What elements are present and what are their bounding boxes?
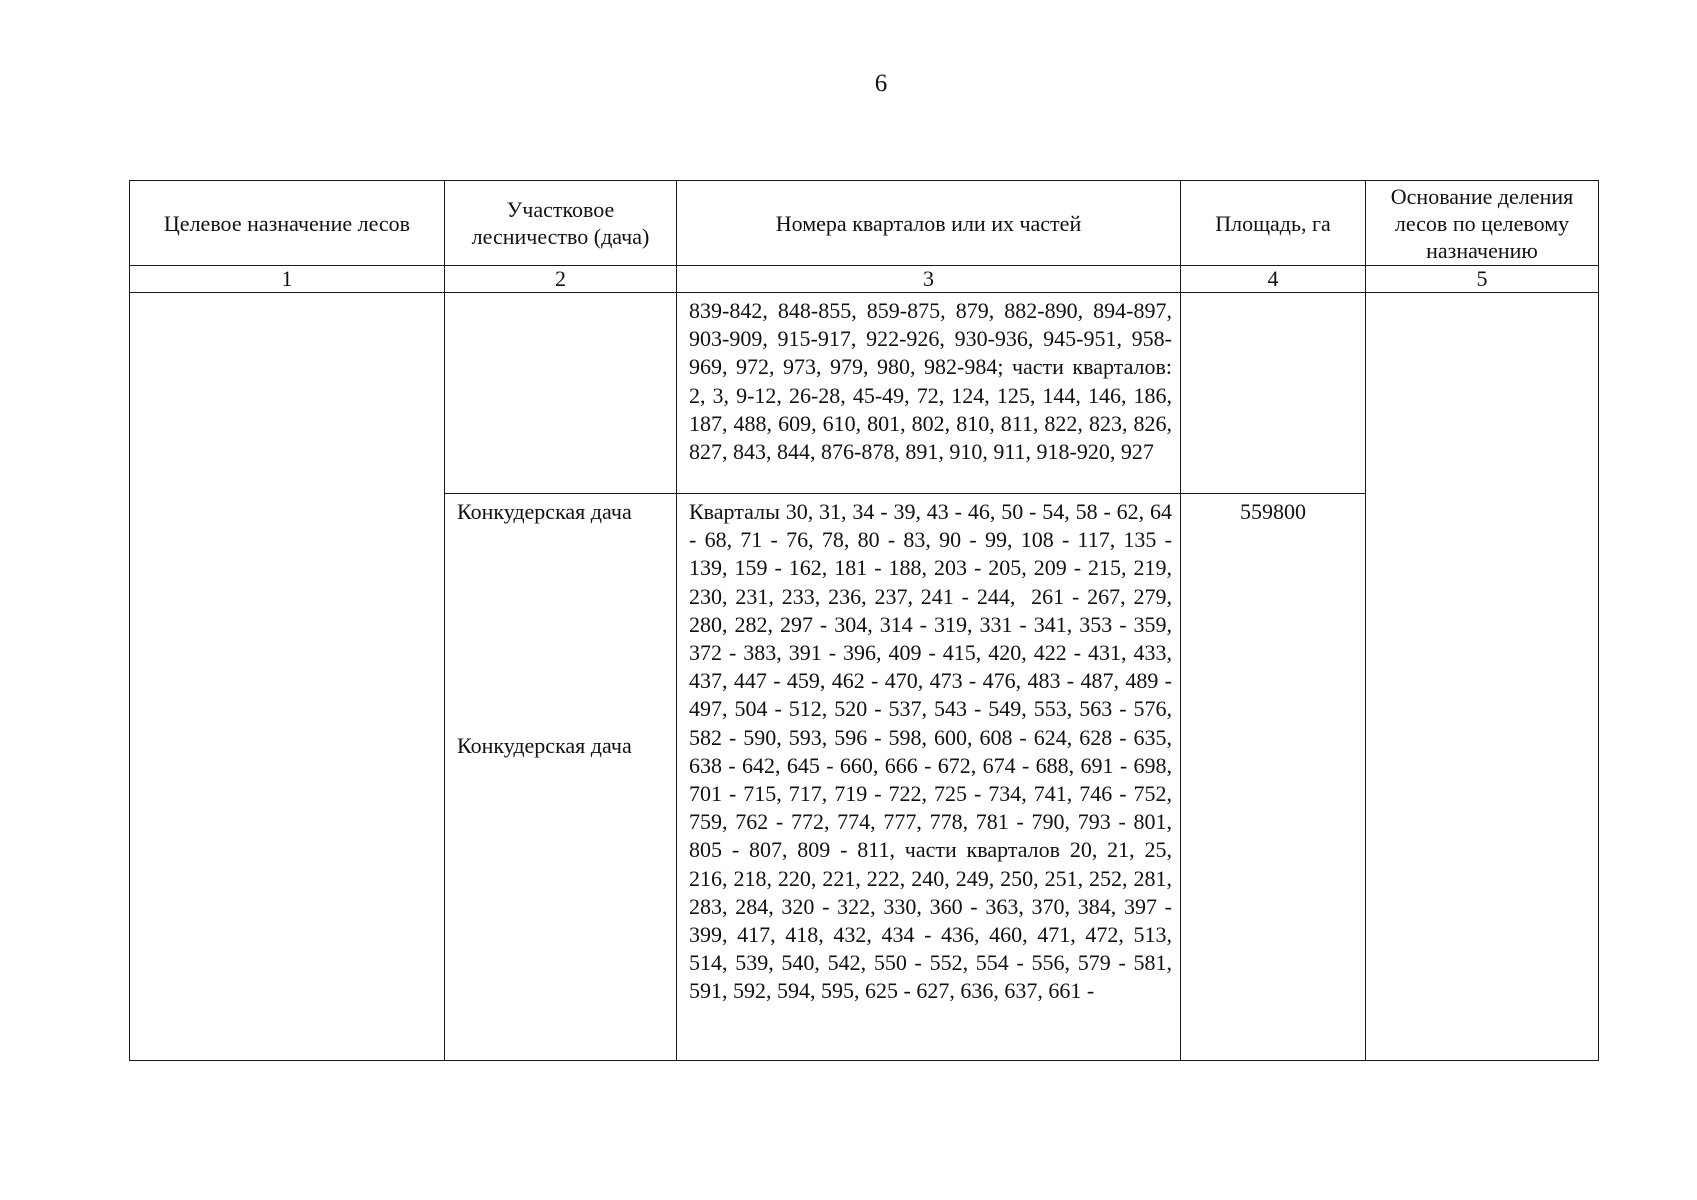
header-forest-purpose: Целевое назначение лесов (130, 181, 445, 266)
forest-purpose-cell (130, 293, 445, 1061)
header-quarter-numbers: Номера кварталов или их частей (677, 181, 1181, 266)
area-cell: 559800 (1181, 494, 1366, 1061)
column-number: 2 (445, 266, 677, 293)
quarter-numbers-cell (677, 293, 1181, 494)
column-number: 3 (677, 266, 1181, 293)
quarter-numbers-cell (677, 494, 1181, 1061)
quarter-numbers-text: Кварталы 30, 31, 34 - 39, 43 - 46, 50 - 54, 58 - 62, 64 - 68, 71 - 76, 78, 80 - 83, 90 - 99, 108 - 117, 135 - 139, 159 - 162, 181 - 188, 203 - 205, 209 - 215, 219, 230, 231, 233, 236, 237, 241 - 244, 261 - 267, 279, 280, 282, 297 - 304, 314 - 319, 331 - 341, 353 - 359, 372 - 383, 391 - 396, 409 - 415, 420, 422 - 431, 433, 437, 447 - 459, 462 - 470, 473 - 476, 483 - 487, 489 - 497, 504 - 512, 520 - 537, 543 - 549, 553, 563 - 576, 582 - 590, 593, 596 - 598, 600, 608 - 624, 628 - 635, 638 - 642, 645 - 660, 666 - 672, 674 - 688, 691 - 698, 701 - 715, 717, 719 - 722, 725 - 734, 741, 746 - 752, 759, 762 - 772, 774, 777, 778, 781 - 790, 793 - 801, 805 - 807, 809 - 811, части кварталов 20, 21, 25, 216, 218, 220, 221, 222, 240, 249, 250, 251, 252, 281, 283, 284, 320 - 322, 330, 360 - 363, 370, 384, 397 - 399, 417, 418, 432, 434 - 436, 460, 471, 472, 513, 514, 539, 540, 542, 550 - 552, 554 - 556, 579 - 581, 591, 592, 594, 595, 625 - 627, 636, 637, 661 - (689, 499, 1178, 1004)
table-row (130, 293, 1599, 494)
header-area: Площадь, га (1181, 181, 1366, 266)
column-number: 4 (1181, 266, 1366, 293)
district-cell (445, 293, 677, 494)
district-name-repeat: Конкудерская дача (457, 733, 632, 758)
district-name: Конкудерская дача (457, 499, 632, 524)
quarter-numbers-text: 839-842, 848-855, 859-875, 879, 882-890, 894-897, 903-909, 915-917, 922-926, 930-936, 945-951, 958-969, 972, 973, 979, 980, 982-984; части кварталов: 2, 3, 9-12, 26-28, 45-49, 72, 124, 125, 144, 146, 186, 187, 488, 609, 610, 801, 802, 810, 811, 822, 823, 826, 827, 843, 844, 876-878, 891, 910, 911, 918-920, 927 (689, 298, 1178, 465)
area-cell (1181, 293, 1366, 494)
header-forest-district: Участковое лесничество (дача) (445, 181, 677, 266)
header-division-basis: Основание деления лесов по целевому назначению (1366, 181, 1599, 266)
forest-division-table (129, 180, 1599, 1061)
table-header-row (130, 181, 1599, 266)
column-number: 5 (1366, 266, 1599, 293)
page-number: 6 (874, 70, 888, 97)
district-cell (445, 494, 677, 1061)
column-number: 1 (130, 266, 445, 293)
column-number-row (130, 266, 1599, 293)
division-basis-cell (1366, 293, 1599, 1061)
